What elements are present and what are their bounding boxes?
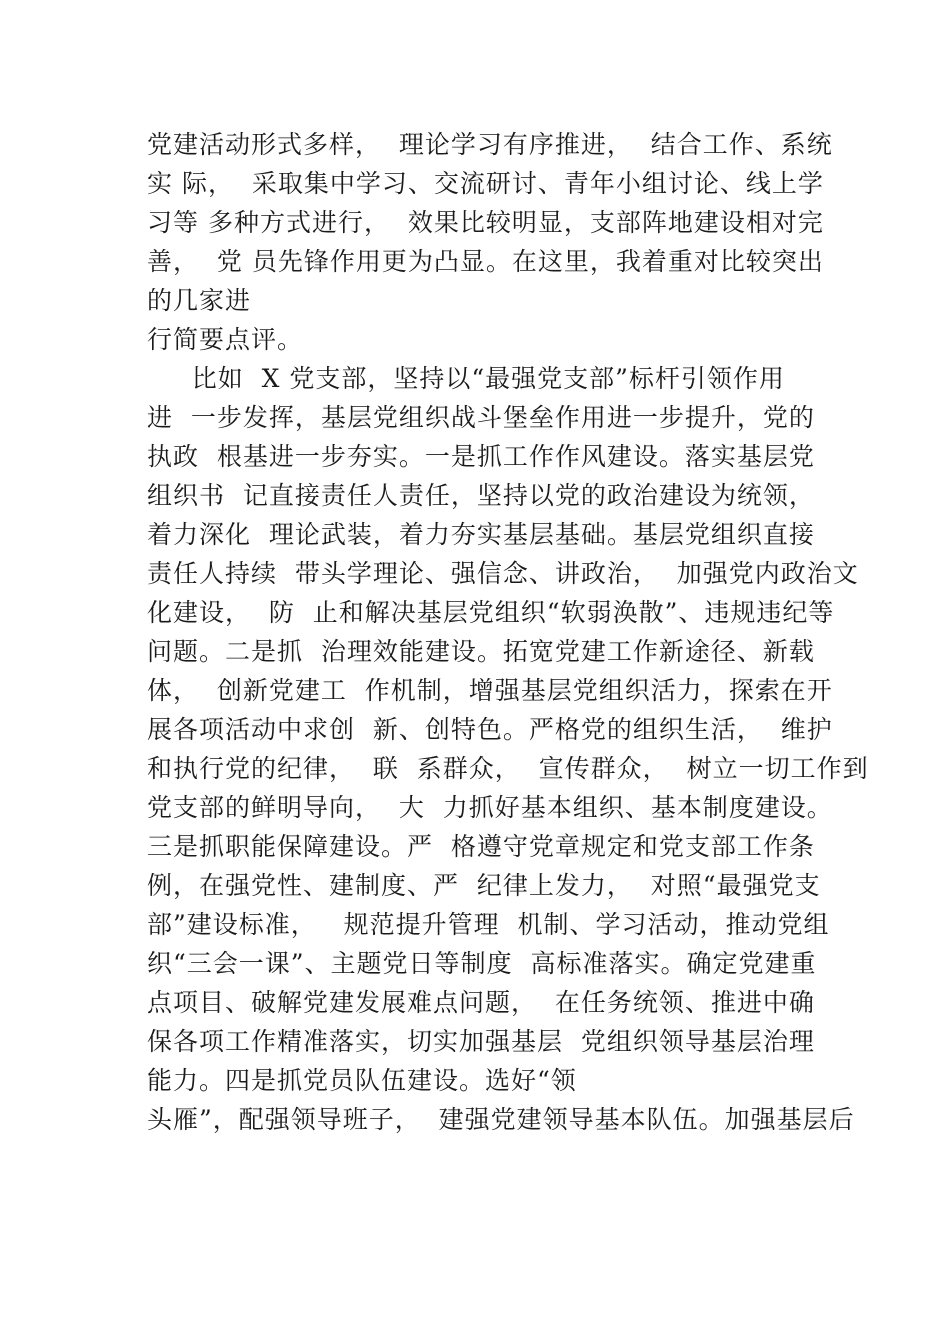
text-line: 化建设， 防 止和解决基层党组织“软弱涣散”、违规违纪等 — [147, 598, 835, 627]
text-line: 部”建设标准， 规范提升管理 机制、学习活动，推动党组 — [147, 910, 830, 939]
text-line: 执政 根基进一步夯实。一是抓工作作风建设。落实基层党 — [147, 442, 815, 471]
text-line: 进 一步发挥，基层党组织战斗堡垒作用进一步提升，党的 — [147, 403, 815, 432]
text-line: 的几家进 — [147, 286, 252, 315]
text-line: 比如 X 党支部，坚持以“最强党支部”标杆引领作用 — [147, 364, 785, 393]
text-line: 党支部的鲜明导向， 大 力抓好基本组织、基本制度建设。 — [147, 793, 833, 822]
text-line: 问题。二是抓 治理效能建设。拓宽党建工作新途径、新载 — [147, 637, 815, 666]
paragraph-1 — [147, 125, 833, 359]
text-line: 三是抓职能保障建设。严 格遵守党章规定和党支部工作条 — [147, 832, 815, 861]
text-line: 头雁”，配强领导班子， 建强党建领导基本队伍。加强基层后 — [147, 1105, 855, 1134]
text-line: 习等 多种方式进行， 效果比较明显，支部阵地建设相对完 — [147, 208, 824, 237]
text-line: 保各项工作精准落实，切实加强基层 党组织领导基层治理 — [147, 1027, 815, 1056]
text-line: 例，在强党性、建制度、严 纪律上发力， 对照“最强党支 — [147, 871, 821, 900]
text-line: 能力。四是抓党员队伍建设。选好“领 — [147, 1066, 577, 1095]
text-line: 行简要点评。 — [147, 325, 304, 354]
text-line: 责任人持续 带头学理论、强信念、讲政治， 加强党内政治文 — [147, 559, 859, 588]
text-line: 展各项活动中求创 新、创特色。严格党的组织生活， 维护 — [147, 715, 833, 744]
paragraph-2 — [147, 359, 869, 1139]
text-line: 点项目、破解党建发展难点问题， 在任务统领、推进中确 — [147, 988, 815, 1017]
text-line: 体， 创新党建工 作机制，增强基层党组织活力，探索在开 — [147, 676, 833, 705]
document-body — [147, 125, 869, 1139]
text-line: 实 际， 采取集中学习、交流研讨、青年小组讨论、线上学 — [147, 169, 824, 198]
text-line: 和执行党的纪律， 联 系群众， 宣传群众， 树立一切工作到 — [147, 754, 869, 783]
text-line: 着力深化 理论武装，着力夯实基层基础。基层党组织直接 — [147, 520, 815, 549]
text-line: 织“三会一课”、主题党日等制度 高标准落实。确定党建重 — [147, 949, 817, 978]
text-line: 党建活动形式多样， 理论学习有序推进， 结合工作、系统 — [147, 130, 833, 159]
text-line: 组织书 记直接责任人责任，坚持以党的政治建设为统领， — [147, 481, 815, 510]
text-line: 善， 党 员先锋作用更为凸显。在这里，我着重对比较突出 — [147, 247, 824, 276]
